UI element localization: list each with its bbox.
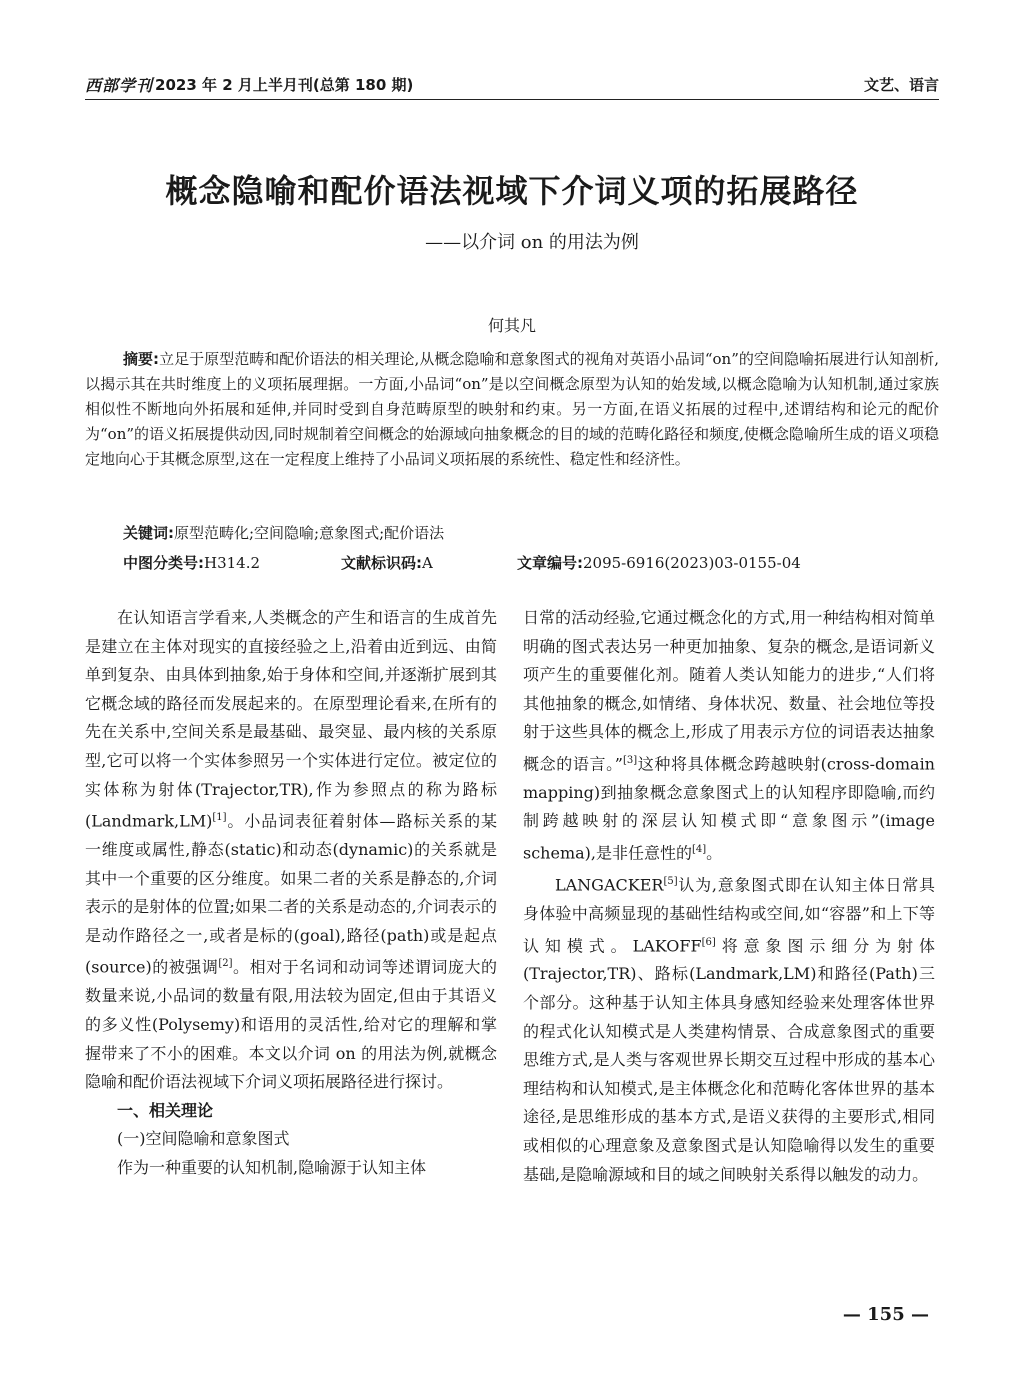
article-number: 文章编号:2095-6916(2023)03-0155-04: [517, 554, 801, 572]
running-header: [85, 72, 939, 96]
classification-line: [123, 552, 939, 573]
clc-code: 中图分类号:H314.2: [123, 554, 261, 572]
left-column: [85, 604, 497, 1183]
page-number: — 155 —: [842, 1304, 929, 1325]
section-heading: 一、相关理论: [117, 1100, 214, 1120]
keywords-label: 关键词:: [123, 524, 174, 542]
subsection-heading: (一)空间隐喻和意象图式: [117, 1129, 290, 1149]
header-left: [85, 73, 413, 96]
keywords-text: 原型范畴化;空间隐喻;意象图式;配价语法: [174, 524, 445, 542]
abstract-text: 立足于原型范畴和配价语法的相关理论,从概念隐喻和意象图式的视角对英语小品词“on”的空间隐喻拓展进行认知剖析,以揭示其在共时维度上的义项拓展理据。一方面,小品词“on”是以空间概念原型为认知的始发域,以概念隐喻为认知机制,通过家族相似性不断地向外拓展和延伸,并同时受到自身范畴原型的映射和约束。另一方面,在语义拓展的过程中,述谓结构和论元的配价为“on”的语义拓展提供动因,同时规制着空间概念的始源域向抽象概念的目的域的范畴化路径和频度,使概念隐喻所生成的语义项稳定地向心于其概念原型,这在一定程度上维持了小品词义项拓展的系统性、稳定性和经济性。: [85, 350, 940, 468]
citation: [6]: [701, 936, 716, 948]
issue-info: 2023 年 2 月上半月刊(总第 180 期): [155, 75, 414, 94]
article-subtitle: ——以介词 on 的用法为例: [425, 232, 639, 253]
body-paragraph: 在认知语言学看来,人类概念的产生和语言的生成首先是建立在主体对现实的直接经验之上,沿着由近到远、由简单到复杂、由具体到抽象,始于身体和空间,并逐渐扩展到其它概念域的路径而发展起来的。在原型理论看来,在所有的先在关系中,空间关系是最基础、最突显、最内核的关系原型,它可以将一个实体参照另一个实体进行定位。被定位的实体称为射体(Trajector,TR),作为参照点的称为路标(Landmark,LM)[1]。小品词表征着射体—路标关系的某一维度或属性,静态(static)和动态(dynamic)的关系就是其中一个重要的区分维度。如果二者的关系是静态的,介词表示的是射体的位置;如果二者的关系是动态的,介词表示的是动作路径之一,或者是标的(goal),路径(path)或是起点(source)的被强调[2]。相对于名词和动词等述谓词庞大的数量来说,小品词的数量有限,用法较为固定,但由于其语义的多义性(Polysemy)和语用的灵活性,给对它的理解和掌握带来了不小的困难。本文以介词 on 的用法为例,就概念隐喻和配价语法视域下介词义项拓展路径进行探讨。: [85, 608, 497, 1092]
body-paragraph: LANGACKER[5]认为,意象图式即在认知主体日常具身体验中高频显现的基础性结构或空间,如“容器”和上下等认知模式。LAKOFF[6]将意象图示细分为射体(Trajector,TR)、路标(Landmark,LM)和路径(Path)三个部分。这种基于认知主体具身感知经验来处理客体世界的程式化认知模式是人类建构情景、合成意象图式的重要思维方式,是人类与客观世界长期交互过程中形成的基本心理结构和认知模式,是主体概念化和范畴化客体世界的基本途径,是思维形成的基本方式,是语义获得的主要形式,相同或相似的心理意象及意象图式是认知隐喻得以发生的重要基础,是隐喻源域和目的域之间映射关系得以触发的动力。: [523, 875, 935, 1184]
right-column: [523, 604, 935, 1189]
keywords: [123, 522, 939, 543]
citation: [4]: [692, 844, 707, 856]
body-paragraph: 日常的活动经验,它通过概念化的方式,用一种结构相对简单明确的图式表达另一种更加抽象、复杂的概念,是语词新义项产生的重要催化剂。随着人类认知能力的进步,“人们将其他抽象的概念,如情绪、身体状况、数量、社会地位等投射于这些具体的概念上,形成了用表示方位的词语表达抽象概念的语言。”[3]这种将具体概念跨越映射(cross-domain mapping)到抽象概念意象图式上的认知程序即隐喻,而约制跨越映射的深层认知模式即“意象图示”(image schema),是非任意性的[4]。: [523, 608, 935, 863]
header-rule: [85, 99, 939, 100]
citation: [5]: [663, 876, 678, 887]
abstract-label: 摘要:: [123, 350, 160, 368]
citation: [3]: [622, 754, 638, 766]
author-name: 何其凡: [487, 316, 536, 335]
citation: [1]: [212, 812, 227, 824]
body-paragraph: 作为一种重要的认知机制,隐喻源于认知主体: [117, 1157, 427, 1177]
journal-logo: 西部学刊: [85, 75, 154, 95]
document-code: 文献标识码:A: [341, 554, 433, 572]
citation: [2]: [218, 958, 233, 970]
abstract: [85, 347, 939, 472]
article-title: 概念隐喻和配价语法视域下介词义项的拓展路径: [165, 172, 859, 210]
section-label: 文艺、语言: [863, 75, 939, 94]
